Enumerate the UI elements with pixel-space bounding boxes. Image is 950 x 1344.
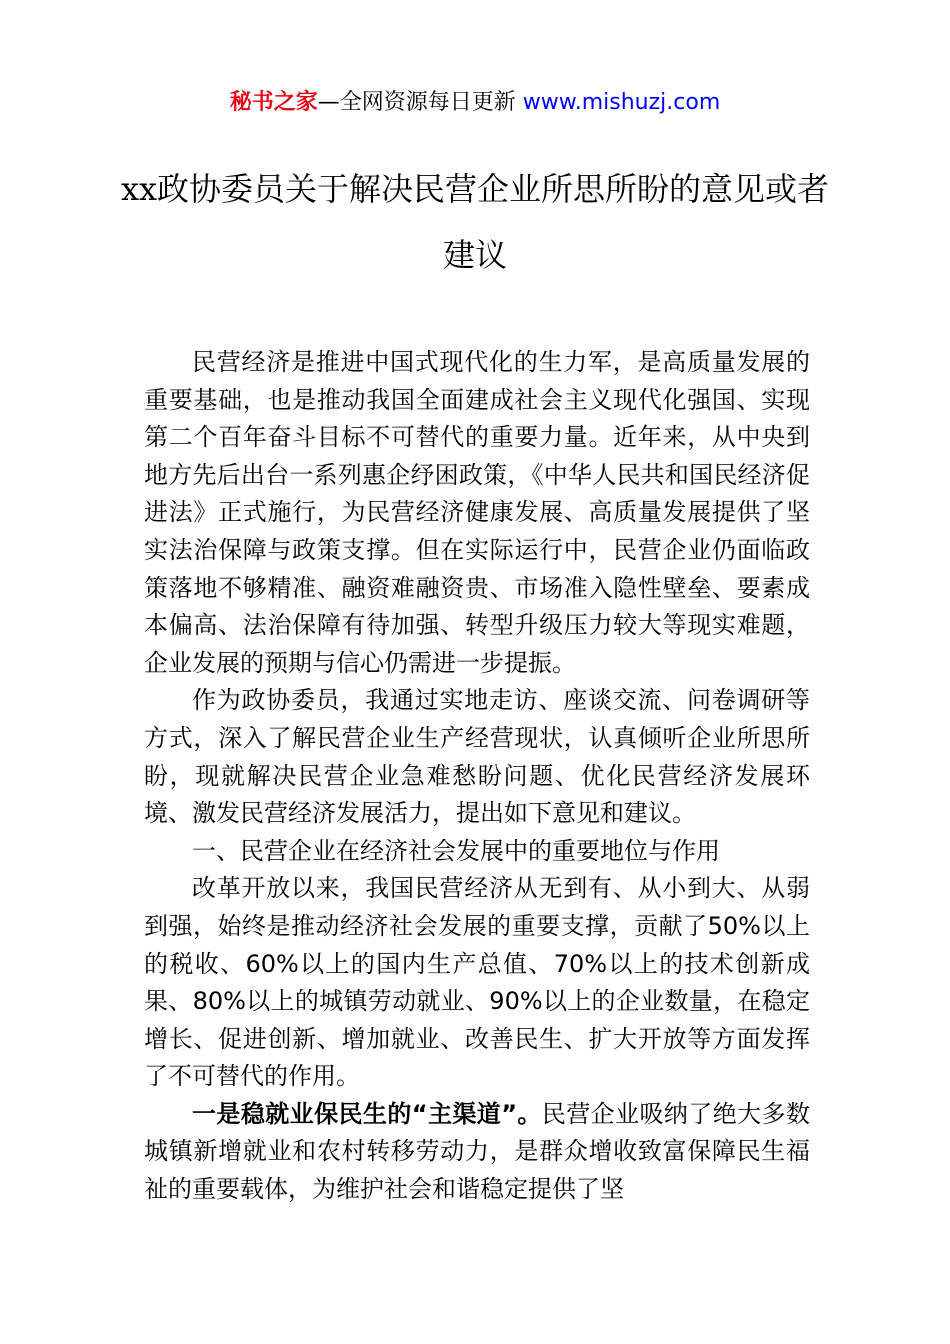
paragraph-intro: 民营经济是推进中国式现代化的生力军，是高质量发展的重要基础，也是推动我国全面建成社会主义现代化强国、实现第二个百年奋斗目标不可替代的重要力量。近年来，从中央到地方先后出台一系列惠企纾困政策，《中华人民共和国民经济促进法》正式施行，为民营经济健康发展、高质量发展提供了坚实法治保障与政策支撑。但在实际运行中，民营企业仍面临政策落地不够精准、融资难融资贵、市场准入隐性壁垒、要素成本偏高、法治保障有待加强、转型升级压力较大等现实难题，企业发展的预期与信心仍需进一步提振。: [144, 348, 810, 677]
section-heading-1: 一、民营企业在经济社会发展中的重要地位与作用: [192, 836, 720, 865]
document-body: [144, 344, 810, 1209]
site-tagline: —全网资源每日更新: [317, 90, 523, 115]
paragraph-point-1: [144, 1096, 810, 1209]
site-header: [0, 86, 950, 120]
paragraph-role: 改革开放以来，我国民营经济从无到有、从小到大、从弱到强，始终是推动经济社会发展的重要支撑，贡献了50%以上的税收、60%以上的国内生产总值、70%以上的技术创新成果、80%以上的城镇劳动就业、90%以上的企业数量，在稳定增长、促进创新、增加就业、改善民生、扩大开放等方面发挥了不可替代的作用。: [144, 874, 810, 1091]
document-title: xx政协委员关于解决民营企业所思所盼的意见或者建议: [120, 170, 830, 274]
point-1-lead: 一是稳就业保民生的“主渠道”。: [192, 1099, 542, 1128]
point-1-text: 民营企业吸纳了绝大多数城镇新增就业和农村转移劳动力，是群众增收致富保障民生福祉的重要载体，为维护社会和谐稳定提供了坚: [144, 1099, 811, 1204]
site-url-link[interactable]: www.mishuzj.com: [522, 90, 721, 115]
paragraph-author-note: 作为政协委员，我通过实地走访、座谈交流、问卷调研等方式，深入了解民营企业生产经营现状，认真倾听企业所思所盼，现就解决民营企业急难愁盼问题、优化民营经济发展环境、激发民营经济发展活力，提出如下意见和建议。: [144, 686, 810, 828]
site-brand: 秘书之家: [229, 90, 318, 115]
